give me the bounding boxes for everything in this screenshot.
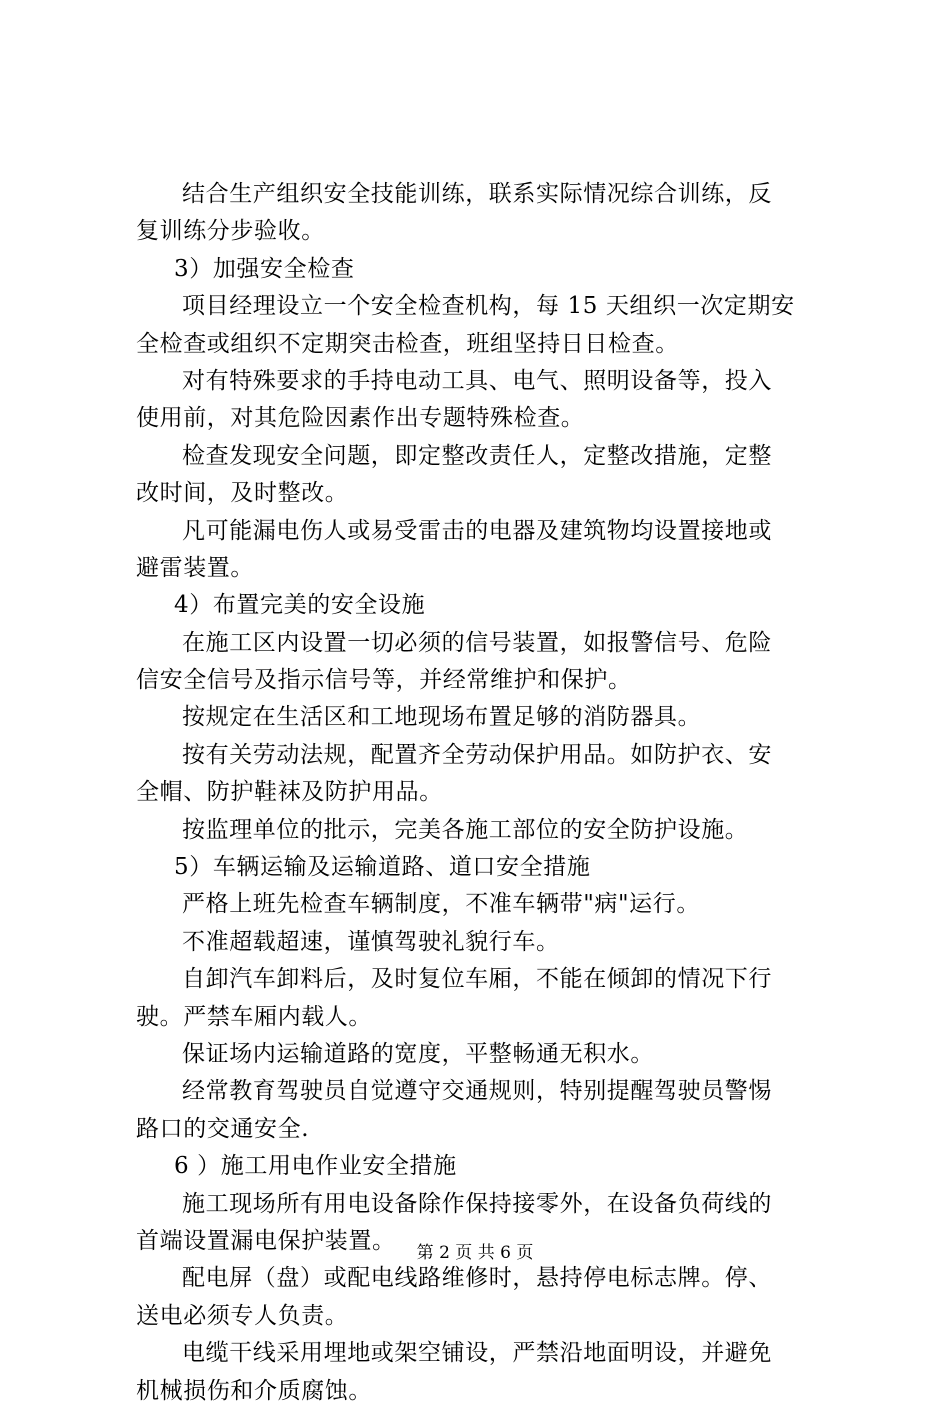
text-line: 凡可能漏电伤人或易受雷击的电器及建筑物均设置接地或 xyxy=(182,517,772,544)
page-footer: 第 2 页 共 6 页 xyxy=(416,1243,534,1263)
section-heading: 3）加强安全检查 xyxy=(174,255,355,282)
text-line: 电缆干线采用埋地或架空铺设，严禁沿地面明设，并避免 xyxy=(182,1340,772,1367)
text-line: 保证场内运输道路的宽度，平整畅通无积水。 xyxy=(182,1040,654,1067)
text-line: 首端设置漏电保护装置。 xyxy=(136,1227,396,1254)
text-line: 机械损伤和介质腐蚀。 xyxy=(136,1377,372,1404)
text-line: 经常教育驾驶员自觉遵守交通规则，特别提醒驾驶员警惕 xyxy=(182,1078,772,1105)
text-line: 按规定在生活区和工地现场布置足够的消防器具。 xyxy=(182,704,702,731)
text-line: 不准超载超速，谨慎驾驶礼貌行车。 xyxy=(182,928,560,955)
text-line: 使用前，对其危险因素作出专题特殊检查。 xyxy=(136,405,585,432)
text-line: 结合生产组织安全技能训练，联系实际情况综合训练，反 xyxy=(182,181,772,207)
document-body xyxy=(136,176,836,1410)
text-line: 路口的交通安全. xyxy=(136,1115,310,1142)
text-line: 改时间，及时整改。 xyxy=(136,480,349,507)
text-line: 严格上班先检查车辆制度，不准车辆带"病"运行。 xyxy=(182,891,700,918)
text-line: 按监理单位的批示，完美各施工部位的安全防护设施。 xyxy=(182,816,749,843)
section-heading: 5）车辆运输及运输道路、道口安全措施 xyxy=(174,854,591,881)
text-line: 检查发现安全问题，即定整改责任人，定整改措施，定整 xyxy=(182,442,772,469)
text-line: 项目经理设立一个安全检查机构，每 15 天组织一次定期安 xyxy=(182,293,795,320)
section-heading: 6 ）施工用电作业安全措施 xyxy=(174,1153,457,1180)
text-line: 信安全信号及指示信号等，并经常维护和保护。 xyxy=(136,667,632,694)
text-line: 全帽、防护鞋袜及防护用品。 xyxy=(136,779,443,806)
text-line: 自卸汽车卸料后，及时复位车厢，不能在倾卸的情况下行 xyxy=(182,966,772,993)
text-line: 全检查或组织不定期突击检查，班组坚持日日检查。 xyxy=(136,330,679,357)
section-heading: 4）布置完美的安全设施 xyxy=(174,592,426,619)
text-line: 避雷装置。 xyxy=(136,554,254,581)
text-line: 复训练分步验收。 xyxy=(136,218,325,245)
text-line: 送电必须专人负责。 xyxy=(136,1302,349,1329)
text-line: 在施工区内设置一切必须的信号装置，如报警信号、危险 xyxy=(182,629,772,656)
text-line: 按有关劳动法规，配置齐全劳动保护用品。如防护衣、安 xyxy=(182,741,772,768)
text-line: 驶。严禁车厢内载人。 xyxy=(136,1003,372,1030)
text-line: 施工现场所有用电设备除作保持接零外，在设备负荷线的 xyxy=(182,1190,772,1217)
text-line: 配电屏（盘）或配电线路维修时，悬持停电标志牌。停、 xyxy=(182,1265,772,1292)
text-line: 对有特殊要求的手持电动工具、电气、照明设备等，投入 xyxy=(182,367,772,394)
